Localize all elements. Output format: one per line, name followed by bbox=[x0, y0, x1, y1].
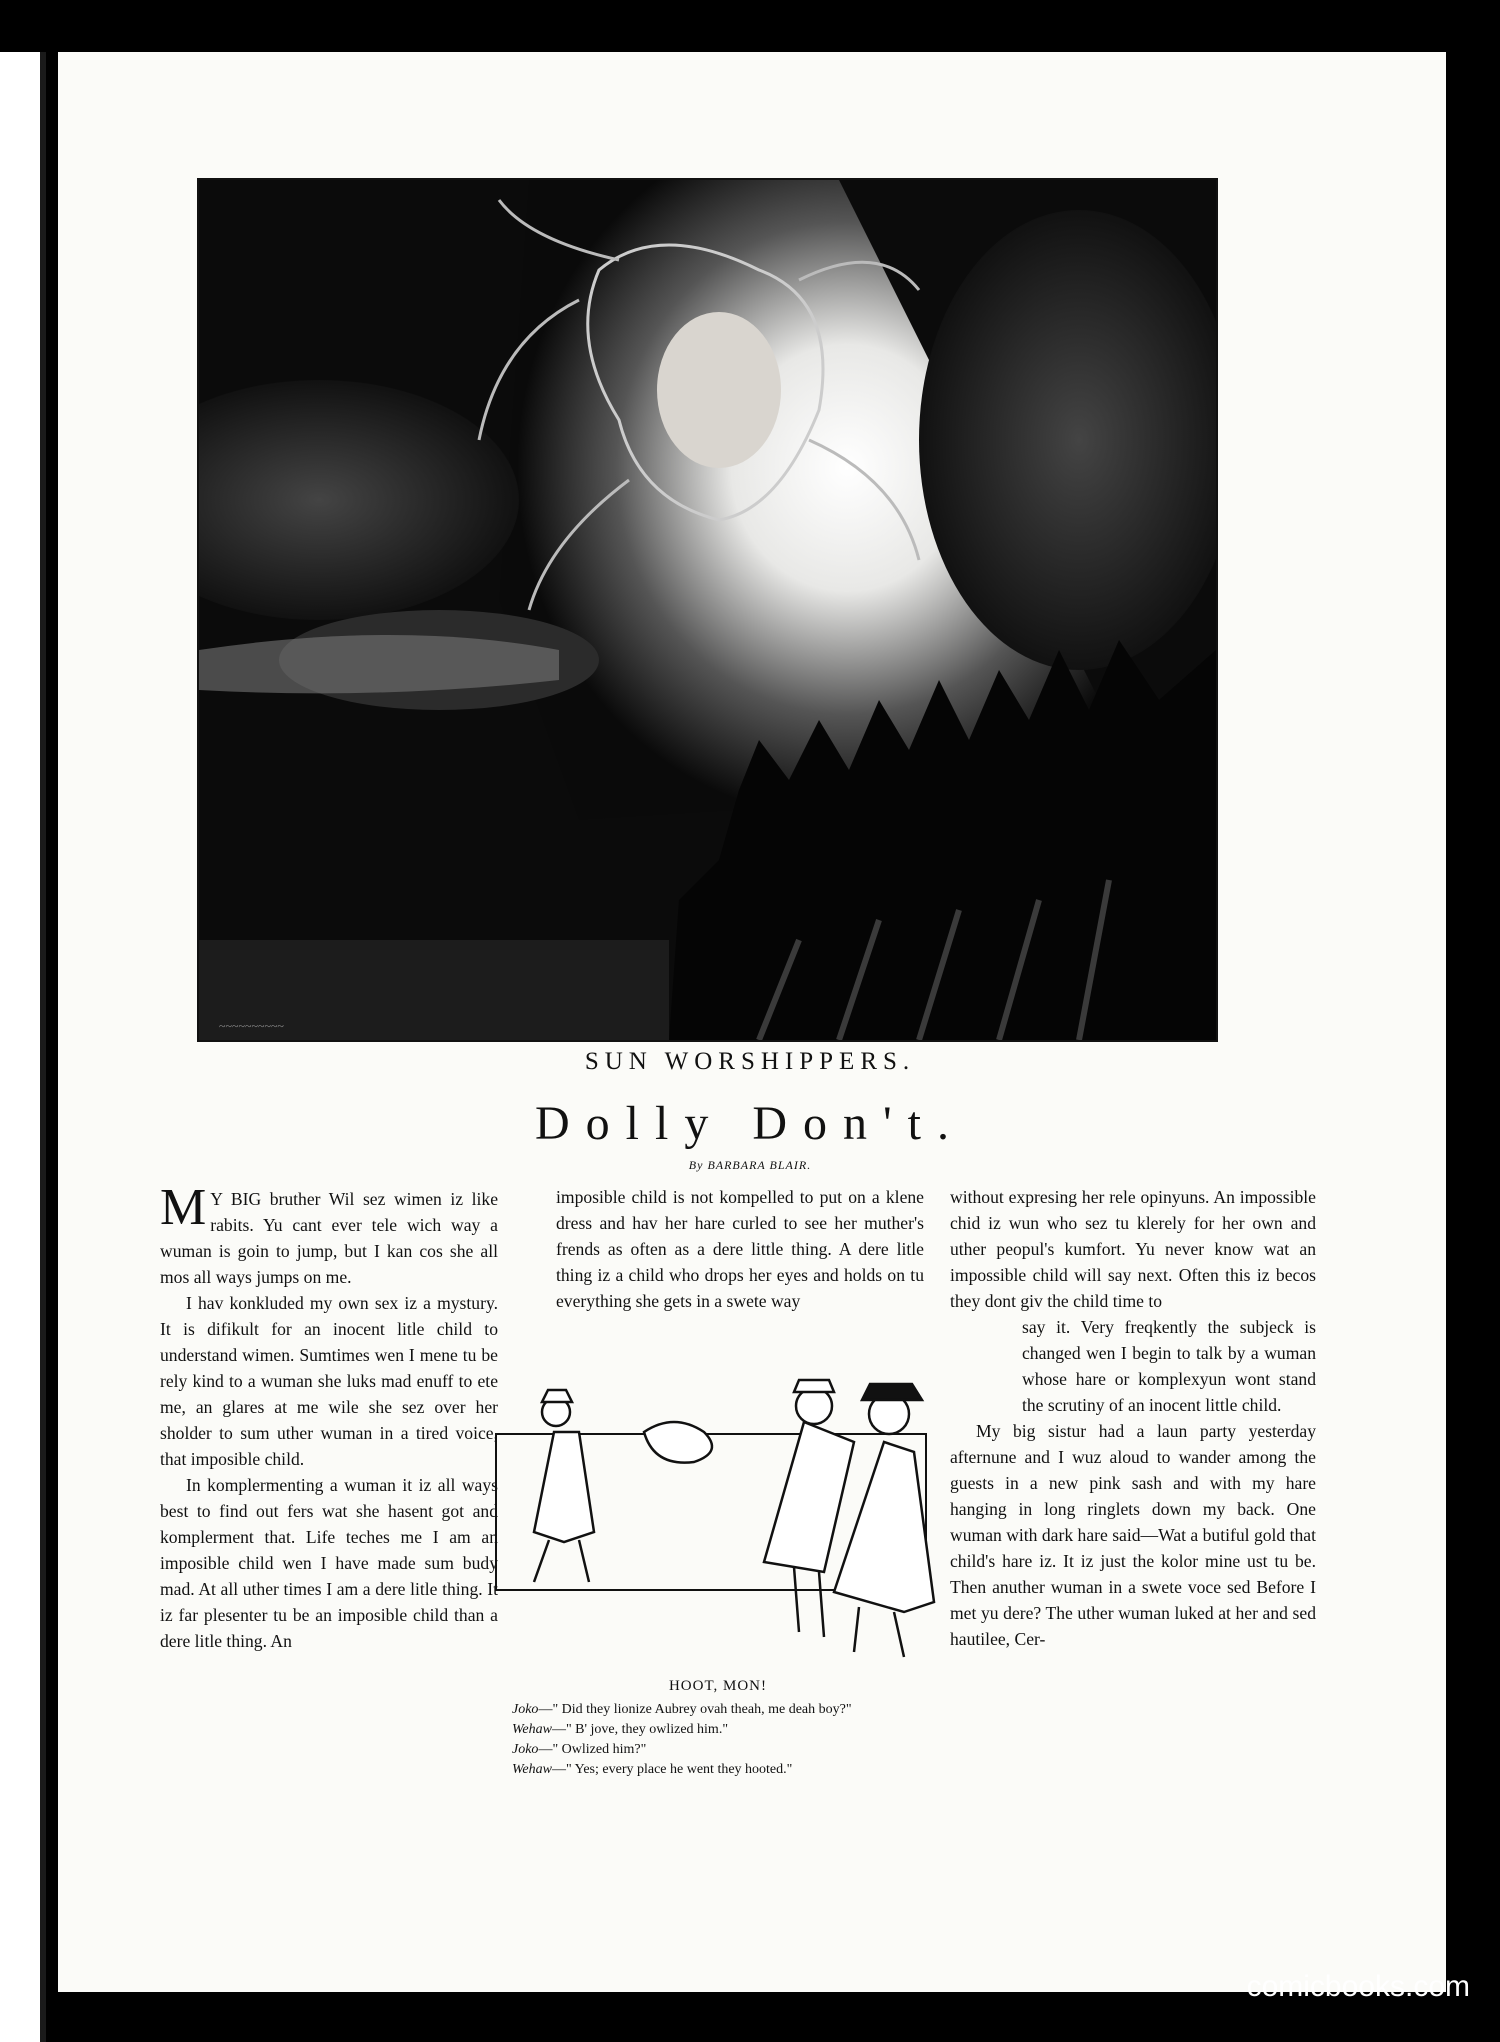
paragraph: without expresing her rele opinyuns. An impossible chid iz wun who sez tu klerely for her own and uther peopul's kumfort. Yu never know wat an impossible child will say next. Often this iz becos they dont giv the child time to bbox=[950, 1187, 1316, 1311]
sun-worshippers-illustration bbox=[197, 178, 1218, 1042]
paragraph: I hav konkluded my own sex iz a mystury. It is difikult for an inocent litle child to understand wimen. Sumtimes wen I mene tu be rely kind to a wuman she luks mad enuff to ete me, an glares at me wile she sez over her sholder to sum uther wuman in a tired voice, that imposible child. bbox=[160, 1293, 498, 1469]
dialogue-line bbox=[512, 1740, 942, 1760]
paragraph: My big sistur had a laun party yesterday afternune and I wuz aloud to wander among the guests in a new pink sash and with my hare hanging in long ringlets down my back. One wuman with dark hare said—Wat a butiful gold that child's hare iz. It iz just the kolor mine ust tu be. Then anuther wuman in a swete voce sed Before I met yu dere? The uther wuman luked at her and sed hautilee, Cer- bbox=[950, 1421, 1317, 1649]
article-column-3 bbox=[950, 1184, 1316, 1652]
illustration-artwork bbox=[199, 180, 1216, 1040]
paragraph-text: Y BIG bruther Wil sez wimen iz like rabits. Yu cant ever tele wich way a wuman is goin to jump, but I kan cos she all mos all ways jumps on me. bbox=[160, 1189, 498, 1287]
article-column-1 bbox=[160, 1179, 498, 1654]
paragraph-continued: say it. Very freqkently the subjeck is changed wen I begin to talk by a wuman whose hare or komplexyun wont stand the scrutiny of an inocent little child. bbox=[1022, 1317, 1316, 1415]
dialogue-text: —" Did they lionize Aubrey ovah theah, me deah boy?" bbox=[538, 1702, 852, 1717]
article-byline: By BARBARA BLAIR. bbox=[688, 1158, 812, 1172]
paragraph: imposible child is not kompelled to put on a klene dress and hav her hare curled to see her muther's frends as often as a dere little thing. A dere litle thing iz a child who drops her eyes and holds on tu everything she gets in a swete way bbox=[556, 1187, 924, 1311]
article-title: Dolly Don't. bbox=[535, 1097, 965, 1150]
cartoon-title: HOOT, MON! bbox=[668, 1678, 768, 1694]
article-column-2 bbox=[556, 1184, 924, 1314]
dialogue-speaker: Joko bbox=[512, 1742, 539, 1757]
dialogue-line bbox=[512, 1720, 942, 1740]
dialogue-text: —" Owlized him?" bbox=[538, 1742, 647, 1757]
dialogue-text: —" Yes; every place he went they hooted." bbox=[551, 1762, 793, 1777]
artist-signature: ~~~~~~~~~~ bbox=[219, 1019, 284, 1033]
paragraph: In komplermenting a wuman it iz all ways best to find out fers wat she hasent got and komplerment that. Life teches me I am an imposible child wen I have made sum budy mad. At all uther times I am a dere litle thing. It iz far plesenter tu be an imposible child than a dere litle thing. An bbox=[160, 1475, 498, 1651]
drop-cap: M bbox=[160, 1179, 207, 1236]
cartoon-dialogue bbox=[512, 1700, 942, 1780]
adjacent-page-edge bbox=[0, 52, 46, 2042]
cartoon-drawing bbox=[494, 1372, 942, 1672]
illustration-title: SUN WORSHIPPERS. bbox=[584, 1048, 916, 1075]
dialogue-line bbox=[512, 1700, 942, 1720]
dialogue-text: —" B' jove, they owlized him." bbox=[551, 1722, 729, 1737]
site-watermark: comicbooks.com bbox=[1246, 1970, 1470, 2003]
dialogue-speaker: Wehaw bbox=[512, 1762, 552, 1777]
hoot-mon-cartoon bbox=[494, 1372, 942, 1672]
dialogue-speaker: Joko bbox=[512, 1702, 539, 1717]
paragraph bbox=[160, 1179, 498, 1290]
dialogue-line bbox=[512, 1760, 942, 1780]
dialogue-speaker: Wehaw bbox=[512, 1722, 552, 1737]
